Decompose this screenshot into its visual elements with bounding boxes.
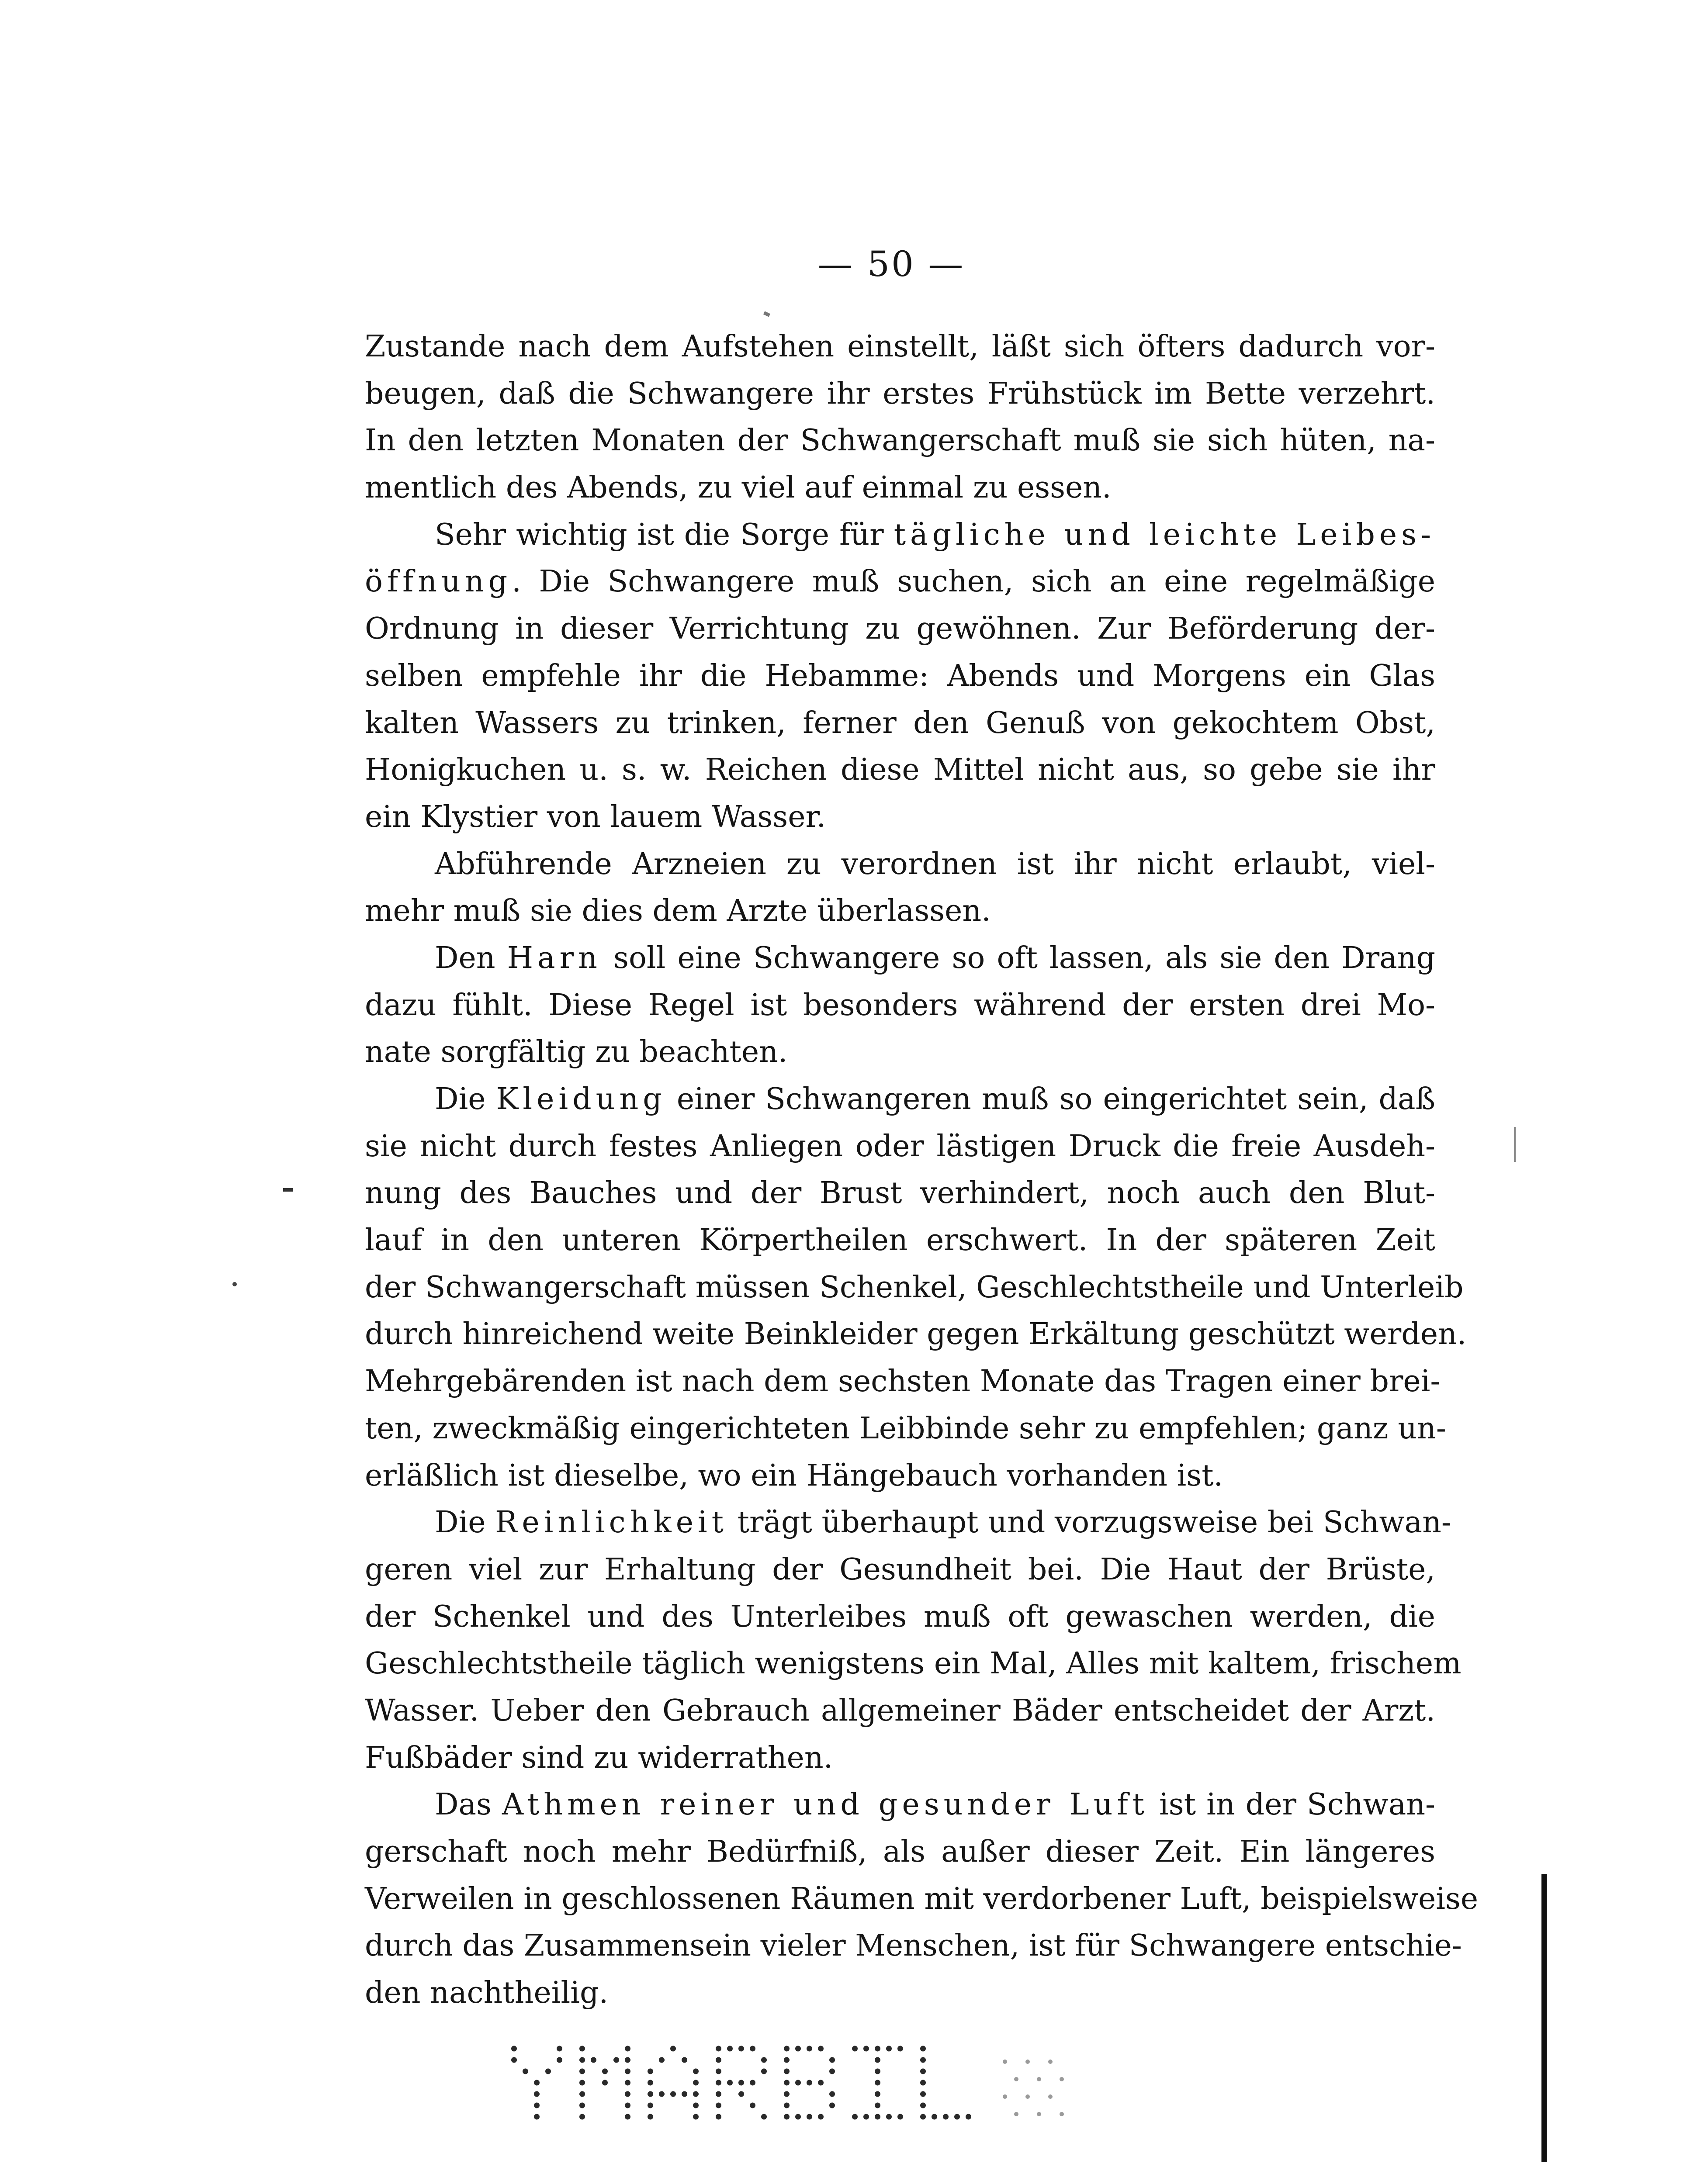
perforation-dot — [625, 2103, 630, 2108]
perforation-dot — [897, 2046, 903, 2052]
spaced-emphasis: Reinlichkeit — [495, 1505, 728, 1540]
perforation-dot — [829, 2057, 835, 2063]
text-line: lauf in den unteren Körpertheilen erschwert. In der späteren Zeit — [365, 1223, 1435, 1258]
perforation-dot — [716, 2046, 721, 2052]
perforation-dot — [716, 2080, 721, 2086]
spaced-emphasis: Harn — [507, 940, 602, 975]
perforation-dot — [602, 2080, 608, 2086]
text-line: Abführende Arzneien zu verordnen ist ihr nicht erlaubt, viel- — [435, 847, 1435, 881]
perforation-dot — [670, 2091, 676, 2097]
perforation-dot — [625, 2114, 630, 2120]
text-line: Verweilen in geschlossenen Räumen mit verdorbener Luft, beispielsweise — [365, 1881, 1479, 1916]
perforation-dot — [875, 2114, 880, 2120]
perforation-dot — [807, 2114, 812, 2120]
text-line: der Schwangerschaft müssen Schenkel, Geschlechtstheile und Unterleib — [365, 1270, 1464, 1305]
perforation-dot — [625, 2046, 630, 2052]
text-line: Die Kleidung einer Schwangeren muß so eingerichtet sein, daß — [435, 1082, 1435, 1116]
perforation-dot — [761, 2069, 767, 2074]
perforation-dot — [750, 2103, 755, 2108]
perforation-dot — [625, 2080, 630, 2086]
perforation-dot — [795, 2114, 801, 2120]
text-line: beugen, daß die Schwangere ihr erstes Frühstück im Bette verzehrt. — [365, 376, 1435, 411]
perforation-dot — [648, 2091, 653, 2097]
perforation-dot — [693, 2069, 699, 2074]
perforation-dot — [1048, 2060, 1053, 2064]
perforation-dot — [920, 2069, 926, 2074]
perforation-dot — [727, 2046, 733, 2052]
text-line: durch das Zusammensein vieler Menschen, ist für Schwangere entschie- — [365, 1928, 1462, 1963]
scan-artifact — [283, 1188, 293, 1192]
perforation-dot — [648, 2103, 653, 2108]
text-line: kalten Wassers zu trinken, ferner den Genuß von gekochtem Obst, — [365, 705, 1435, 740]
text-line: Honigkuchen u. s. w. Reichen diese Mittel nicht aus, so gebe sie ihr — [365, 753, 1435, 788]
text-line: Mehrgebärenden ist nach dem sechsten Monate das Tragen einer brei- — [365, 1364, 1441, 1399]
perforation-dot — [716, 2091, 721, 2097]
perforation-dot — [807, 2080, 812, 2086]
perforation-dot — [818, 2114, 824, 2120]
perforation-dot — [852, 2046, 858, 2052]
perforation-dot — [511, 2046, 517, 2052]
body-text — [365, 323, 1479, 2017]
perforation-dot — [557, 2046, 562, 2052]
perforation-dot — [1003, 2060, 1007, 2064]
scan-artifact — [1541, 1874, 1547, 2162]
perforation-dot — [716, 2057, 721, 2063]
scan-artifact — [1514, 1127, 1516, 1162]
perforation-dot — [659, 2057, 665, 2063]
text-line: der Schenkel und des Unterleibes muß oft gewaschen werden, die — [365, 1599, 1435, 1634]
perforation-dot — [579, 2103, 585, 2108]
page-number: — 50 — — [817, 244, 965, 284]
perforation-dot — [886, 2114, 892, 2120]
perforation-dot — [875, 2091, 880, 2097]
scan-artifact — [232, 1282, 237, 1286]
text-line: Geschlechtstheile täglich wenigstens ein Mal, Alles mit kaltem, frischem — [365, 1646, 1462, 1681]
perforation-dot — [920, 2103, 926, 2108]
text-line: selben empfehle ihr die Hebamme: Abends und Morgens ein Glas — [365, 658, 1435, 693]
text-line: den nachtheilig. — [365, 1976, 609, 2011]
text-line: Sehr wichtig ist die Sorge für tägliche und leichte Leibes- — [435, 517, 1435, 552]
perforation-dot — [511, 2057, 517, 2063]
perforation-dot — [784, 2114, 790, 2120]
perforation-dot — [761, 2114, 767, 2120]
text-line: Die Reinlichkeit trägt überhaupt und vorzugsweise bei Schwan- — [435, 1505, 1451, 1540]
perforation-dot — [1025, 2060, 1030, 2064]
spaced-emphasis: Athmen reiner und gesunder Luft — [502, 1787, 1149, 1822]
perforation-dot — [738, 2080, 744, 2086]
text-line: nate sorgfältig zu beachten. — [365, 1035, 788, 1070]
perforation-dot — [1025, 2094, 1030, 2099]
perforation-dot — [750, 2046, 755, 2052]
perforation-dot — [795, 2080, 801, 2086]
perforation-dot — [659, 2091, 665, 2097]
perforation-dot — [648, 2069, 653, 2074]
perforation-dot — [693, 2091, 699, 2097]
perforation-dot — [579, 2114, 585, 2120]
perforation-dot — [693, 2114, 699, 2120]
perforation-dot — [852, 2114, 858, 2120]
perforation-dot — [579, 2046, 585, 2052]
perforation-dot — [1060, 2077, 1064, 2081]
perforation-dot — [716, 2069, 721, 2074]
perforation-dot — [784, 2103, 790, 2108]
perforation-dot — [579, 2057, 585, 2063]
perforation-dot — [920, 2057, 926, 2063]
perforation-dot — [534, 2114, 540, 2120]
perforation-dot — [818, 2046, 824, 2052]
perforation-dot — [807, 2046, 812, 2052]
perforation-dot — [920, 2091, 926, 2097]
perforation-dot — [534, 2091, 540, 2097]
perforation-dot — [1003, 2094, 1007, 2099]
text-line: Das Athmen reiner und gesunder Luft ist in der Schwan- — [435, 1787, 1436, 1822]
perforation-dot — [670, 2046, 676, 2052]
perforation-dot — [557, 2057, 562, 2063]
perforation-dot — [1014, 2077, 1018, 2081]
perforation-dot — [682, 2057, 687, 2063]
perforation-dot — [829, 2091, 835, 2097]
text-line: In den letzten Monaten der Schwangerschaft muß sie sich hüten, na- — [365, 423, 1435, 458]
text-line: Fußbäder sind zu widerrathen. — [365, 1740, 833, 1775]
text-line: Den Harn soll eine Schwangere so oft lassen, als sie den Drang — [435, 940, 1435, 975]
text-line: ein Klystier von lauem Wasser. — [365, 799, 826, 834]
perforation-dot — [625, 2091, 630, 2097]
perforation-dot — [863, 2114, 869, 2120]
perforation-dot — [932, 2114, 937, 2120]
spaced-emphasis: tägliche und leichte Leibes- — [894, 517, 1435, 552]
perforation-dot — [738, 2091, 744, 2097]
text-line: dazu fühlt. Diese Regel ist besonders während der ersten drei Mo- — [365, 988, 1435, 1023]
perforation-dot — [716, 2103, 721, 2108]
perforation-dot — [795, 2046, 801, 2052]
perforation-dot — [863, 2046, 869, 2052]
text-line: öffnung. Die Schwangere muß suchen, sich an eine regelmäßige — [365, 564, 1435, 599]
text-line: Wasser. Ueber den Gebrauch allgemeiner Bäder entscheidet der Arzt. — [365, 1693, 1435, 1728]
perforation-dot — [829, 2103, 835, 2108]
text-line: durch hinreichend weite Beinkleider gegen Erkältung geschützt werden. — [365, 1317, 1467, 1352]
perforation-dot — [818, 2080, 824, 2086]
perforation-dot — [1037, 2077, 1041, 2081]
perforation-dot — [1014, 2112, 1018, 2116]
perforation-dot — [920, 2080, 926, 2086]
text-line: nung des Bauches und der Brust verhindert, noch auch den Blut- — [365, 1176, 1435, 1211]
perforation-dot — [1060, 2112, 1064, 2116]
perforation-dot — [648, 2114, 653, 2120]
spaced-emphasis: öffnung — [365, 564, 512, 599]
perforation-dot — [920, 2046, 926, 2052]
perforation-dot — [602, 2069, 608, 2074]
perforation-dot — [875, 2057, 880, 2063]
perforation-dot — [682, 2091, 687, 2097]
text-line: mehr muß sie dies dem Arzte überlassen. — [365, 894, 991, 929]
perforation-dot — [534, 2103, 540, 2108]
perforation-dot — [829, 2069, 835, 2074]
perforation-dot — [886, 2046, 892, 2052]
text-line: sie nicht durch festes Anliegen oder lästigen Druck die freie Ausdeh- — [365, 1129, 1435, 1164]
perforation-dot — [784, 2046, 790, 2052]
text-line: Ordnung in dieser Verrichtung zu gewöhnen. Zur Beförderung der- — [365, 612, 1435, 646]
perforation-dot — [1037, 2112, 1041, 2116]
perforation-dot — [625, 2069, 630, 2074]
perforation-dot — [591, 2057, 596, 2063]
perforation-dot — [1048, 2094, 1053, 2099]
perforation-dot — [954, 2114, 960, 2120]
perforation-dot — [579, 2069, 585, 2074]
spaced-emphasis: Kleidung — [496, 1082, 666, 1116]
perforation-dot — [625, 2057, 630, 2063]
perforation-dot — [875, 2080, 880, 2086]
text-line: ten, zweckmäßig eingerichteten Leibbinde sehr zu empfehlen; ganz un- — [365, 1411, 1446, 1446]
perforation-dot — [579, 2091, 585, 2097]
perforation-dot — [875, 2103, 880, 2108]
perforation-dot — [875, 2069, 880, 2074]
perforation-dot — [761, 2057, 767, 2063]
perforation-dot — [613, 2057, 619, 2063]
perforation-dot — [784, 2091, 790, 2097]
perforation-dot — [784, 2069, 790, 2074]
perforation-dot — [648, 2080, 653, 2086]
perforation-dot — [534, 2080, 540, 2086]
text-line: geren viel zur Erhaltung der Gesundheit bei. Die Haut der Brüste, — [365, 1552, 1435, 1587]
perforation-dot — [897, 2114, 903, 2120]
text-line: erläßlich ist dieselbe, wo ein Hängebauch vorhanden ist. — [365, 1458, 1223, 1493]
text-line: mentlich des Abends, zu viel auf einmal zu essen. — [365, 470, 1112, 505]
perforation-dot — [693, 2103, 699, 2108]
perforation-dot — [579, 2080, 585, 2086]
perforation-dot — [875, 2046, 880, 2052]
perforation-dot — [693, 2080, 699, 2086]
perforation-dot — [716, 2114, 721, 2120]
perforation-dot — [784, 2080, 790, 2086]
perforation-dot — [727, 2080, 733, 2086]
perforation-dot — [545, 2069, 551, 2074]
perforation-dot — [943, 2114, 949, 2120]
perforation-dot — [920, 2114, 926, 2120]
perforation-stamp — [511, 2035, 1079, 2132]
scan-artifact — [763, 311, 770, 317]
perforation-dot — [966, 2114, 971, 2120]
perforation-dot — [750, 2080, 755, 2086]
perforation-dot — [523, 2069, 528, 2074]
perforation-dot — [784, 2057, 790, 2063]
perforation-dot — [738, 2046, 744, 2052]
text-line: Zustande nach dem Aufstehen einstellt, läßt sich öfters dadurch vor- — [365, 329, 1435, 364]
text-line: gerschaft noch mehr Bedürfniß, als außer dieser Zeit. Ein längeres — [365, 1835, 1435, 1869]
